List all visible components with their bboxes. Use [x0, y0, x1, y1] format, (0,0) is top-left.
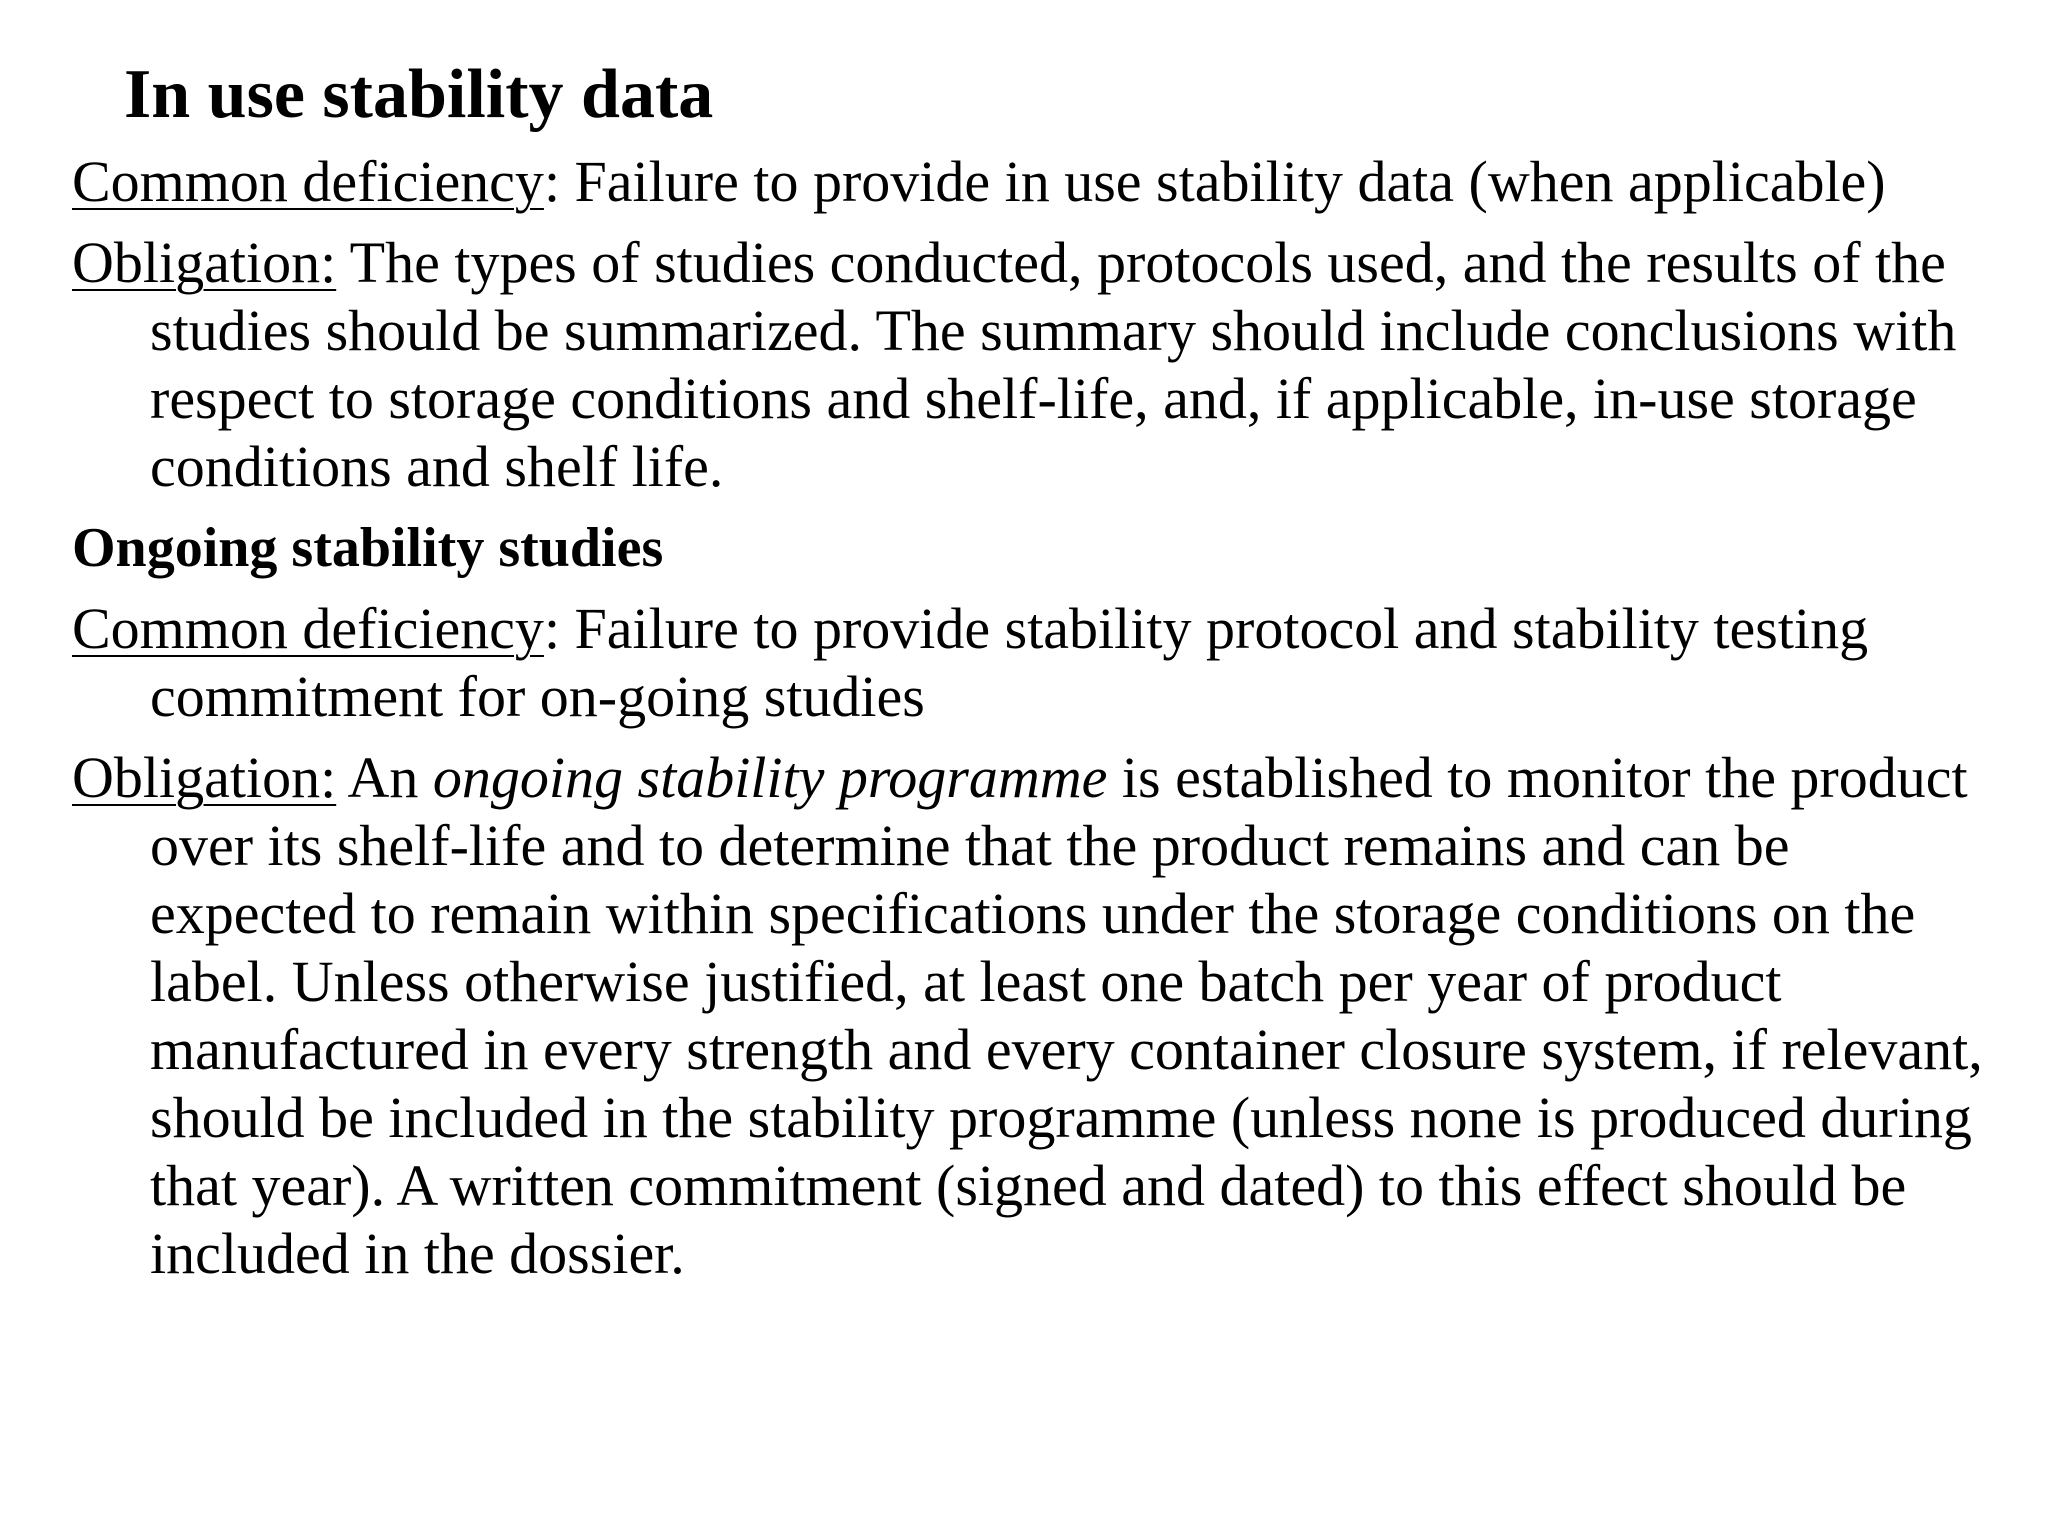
deficiency-text: : Failure to provide stability protocol and stability testing commitment for on-going studies — [150, 596, 1869, 729]
obligation-text-after: is established to monitor the product over its shelf-life and to determine that the product remains and can be expected to remain within specifications under the storage conditions on the label. Unless otherwise justified, at least one batch per year of product manufactured in every strength and every container closure system, if relevant, should be included in the stability programme (unless none is produced during that year). A written commitment (signed and dated) to this effect should be included in the dossier. — [150, 745, 1983, 1286]
ongoing-section-heading: Ongoing stability studies — [72, 517, 664, 579]
obligation-label: Obligation: — [72, 230, 337, 295]
slide-body — [72, 148, 1992, 1301]
deficiency-label: Common deficiency — [72, 596, 544, 661]
obligation-text-before: An — [336, 745, 433, 810]
obligation-text: The types of studies conducted, protocols used, and the results of the studies should be summarized. The summary should include conclusions with respect to storage conditions and shelf-life, and, if applicable, in-use storage conditions and shelf life. — [150, 230, 1957, 499]
ongoing-stability-programme-emphasis: ongoing stability programme — [432, 745, 1108, 810]
in-use-deficiency-paragraph — [72, 148, 1992, 216]
slide-title: In use stability data — [124, 56, 714, 133]
ongoing-obligation-paragraph — [72, 744, 1992, 1288]
in-use-obligation-paragraph — [72, 229, 1992, 501]
deficiency-text: : Failure to provide in use stability data (when applicable) — [543, 149, 1886, 214]
ongoing-deficiency-paragraph — [72, 595, 1992, 731]
deficiency-label: Common deficiency — [72, 149, 544, 214]
obligation-label: Obligation: — [72, 745, 337, 810]
